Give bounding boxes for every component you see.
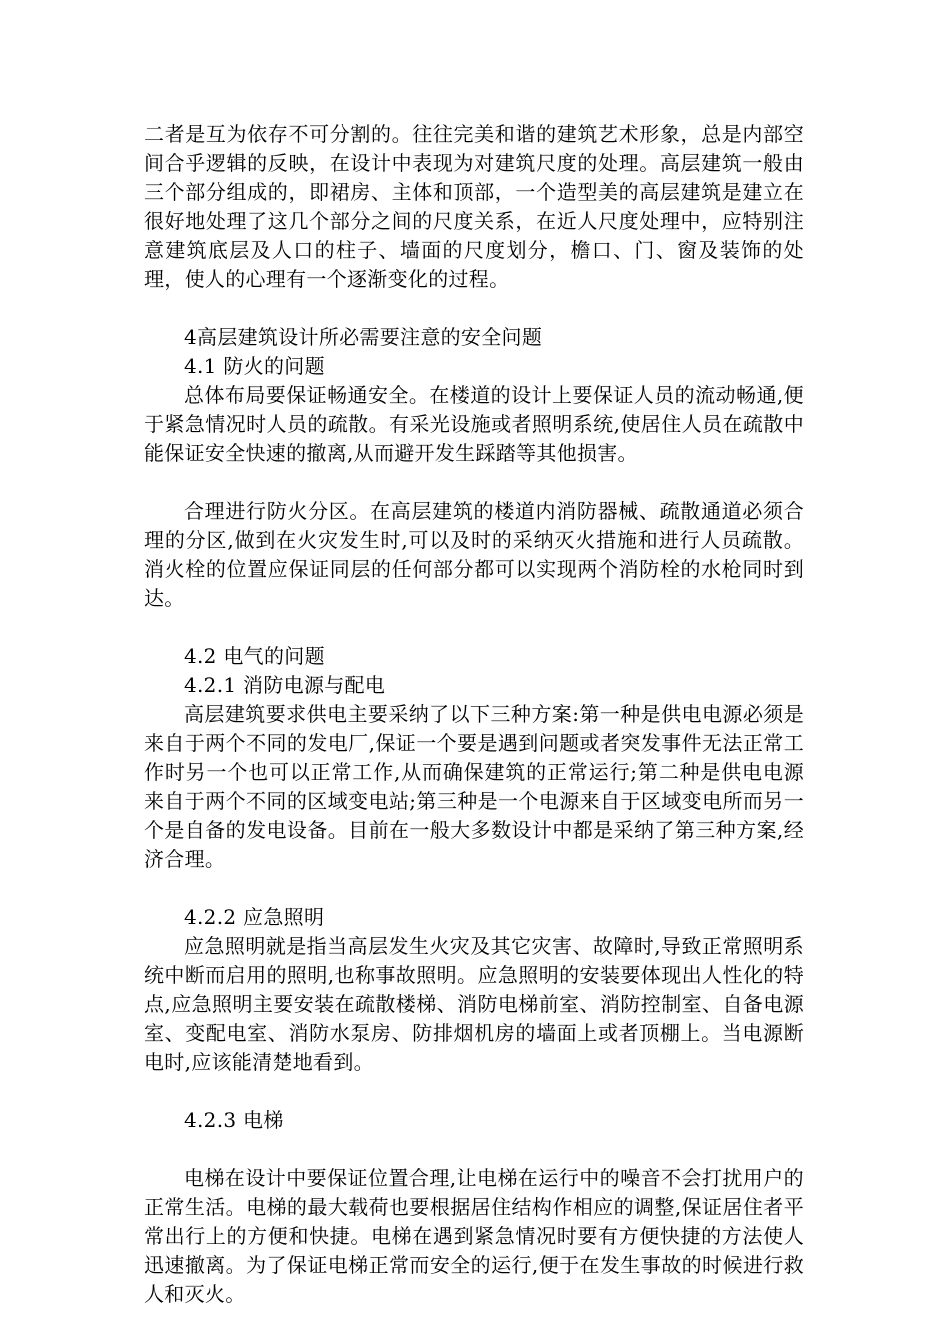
section-4-2-3-paragraph: 电梯在设计中要保证位置合理,让电梯在运行中的噪音不会打扰用户的正常生活。电梯的最大载荷也要根据居住结构作相应的调整,保证居住者平常出行上的方便和快捷。电梯在遇到紧急情况时要有方便快捷的方法使人迅速撤离。为了保证电梯正常而安全的运行,便于在发生事故的时候进行救人和灭火。: [144, 1166, 804, 1306]
section-4-2-title: 4.2 电气的问题: [184, 644, 325, 668]
spacer: [144, 874, 804, 903]
document-body: [144, 120, 804, 1309]
section-4-title: 4高层建筑设计所必需要注意的安全问题: [184, 325, 543, 349]
section-4-1-paragraph-1: 总体布局要保证畅通安全。在楼道的设计上要保证人员的流动畅通,便于紧急情况时人员的疏散。有采光设施或者照明系统,使居住人员在疏散中能保证安全快速的撤离,从而避开发生踩踏等其他损害。: [144, 383, 804, 465]
section-4-1-title: 4.1 防火的问题: [184, 354, 325, 378]
intro-paragraph: 二者是互为依存不可分割的。往往完美和谐的建筑艺术形象，总是内部空间合乎逻辑的反映，在设计中表现为对建筑尺度的处理。高层建筑一般由三个部分组成的，即裙房、主体和顶部，一个造型美的高层建筑是建立在很好地处理了这几个部分之间的尺度关系，在近人尺度处理中，应特别注意建筑底层及人口的柱子、墙面的尺度划分，檐口、门、窗及装饰的处理，使人的心理有一个逐渐变化的过程。: [144, 122, 804, 291]
section-4-2-1-paragraph: 高层建筑要求供电主要采纳了以下三种方案:第一种是供电电源必须是来自于两个不同的发电厂,保证一个要是遇到问题或者突发事件无法正常工作时另一个也可以正常工作,从而确保建筑的正常运行;第二种是供电电源来自于两个不同的区域变电站;第三种是一个电源来自于区域变电所而另一个是自备的发电设备。目前在一般大多数设计中都是采纳了第三种方案,经济合理。: [144, 702, 804, 871]
section-4-1-paragraph-2: 合理进行防火分区。在高层建筑的楼道内消防器械、疏散通道必须合理的分区,做到在火灾发生时,可以及时的采纳灭火措施和进行人员疏散。消火栓的位置应保证同层的任何部分都可以实现两个消防栓的水枪同时到达。: [144, 499, 804, 610]
spacer: [144, 1135, 804, 1164]
spacer: [144, 1077, 804, 1106]
section-4-2-1-title: 4.2.1 消防电源与配电: [184, 673, 386, 697]
spacer: [144, 613, 804, 642]
spacer: [144, 294, 804, 323]
section-4-2-3-title: 4.2.3 电梯: [184, 1108, 284, 1132]
spacer: [144, 468, 804, 497]
section-4-2-2-paragraph: 应急照明就是指当高层发生火灾及其它灾害、故障时,导致正常照明系统中断而启用的照明,也称事故照明。应急照明的安装要体现出人性化的特点,应急照明主要安装在疏散楼梯、消防电梯前室、消防控制室、自备电源室、变配电室、消防水泵房、防排烟机房的墙面上或者顶棚上。当电源断电时,应该能清楚地看到。: [144, 934, 804, 1074]
section-4-2-2-title: 4.2.2 应急照明: [184, 905, 325, 929]
